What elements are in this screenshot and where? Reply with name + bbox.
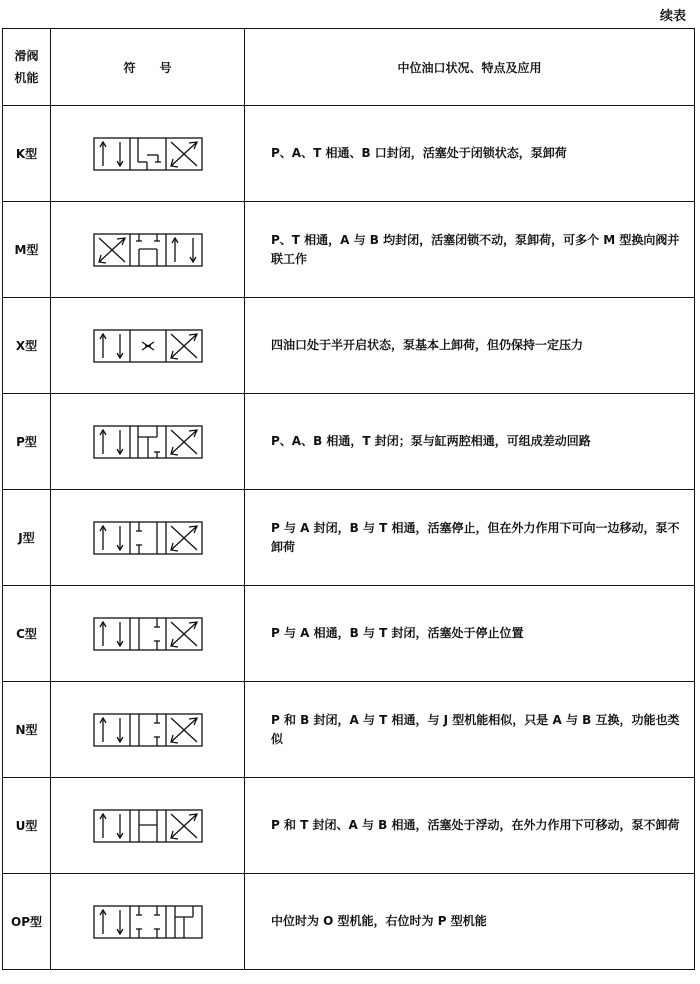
valve-symbol-cell: [51, 490, 245, 586]
valve-symbol-m: [93, 233, 203, 267]
valve-symbol-cell: [51, 778, 245, 874]
valve-symbol-x: [93, 329, 203, 363]
table-row: [3, 682, 695, 778]
valve-symbol-cell: [51, 394, 245, 490]
row-description: P、T 相通，A 与 B 均封闭，活塞闭锁不动，泵卸荷，可多个 M 型换向阀并联工作: [245, 202, 695, 298]
row-type-label: M型: [3, 202, 51, 298]
header-description: 中位油口状况、特点及应用: [245, 29, 695, 106]
table-row: [3, 298, 695, 394]
table-row: [3, 106, 695, 202]
row-type-label: OP型: [3, 874, 51, 970]
row-type-label: J型: [3, 490, 51, 586]
row-description: 四油口处于半开启状态，泵基本上卸荷，但仍保持一定压力: [245, 298, 695, 394]
valve-symbol-op: [93, 905, 203, 939]
valve-symbol-p: [93, 425, 203, 459]
spool-function-table: [2, 28, 695, 970]
table-row: [3, 586, 695, 682]
row-description: P、A、B 相通，T 封闭；泵与缸两腔相通，可组成差动回路: [245, 394, 695, 490]
valve-symbol-c: [93, 617, 203, 651]
row-description: 中位时为 O 型机能，右位时为 P 型机能: [245, 874, 695, 970]
table-row: [3, 874, 695, 970]
row-type-label: U型: [3, 778, 51, 874]
table-row: [3, 778, 695, 874]
valve-symbol-u: [93, 809, 203, 843]
row-type-label: X型: [3, 298, 51, 394]
valve-symbol-cell: [51, 106, 245, 202]
row-description: P 和 B 封闭，A 与 T 相通，与 J 型机能相似，只是 A 与 B 互换，功能也类似: [245, 682, 695, 778]
table-row: [3, 202, 695, 298]
row-type-label: N型: [3, 682, 51, 778]
valve-symbol-cell: [51, 874, 245, 970]
row-description: P 与 A 相通，B 与 T 封闭，活塞处于停止位置: [245, 586, 695, 682]
row-description: P 和 T 封闭、A 与 B 相通，活塞处于浮动，在外力作用下可移动，泵不卸荷: [245, 778, 695, 874]
row-type-label: K型: [3, 106, 51, 202]
valve-symbol-n: [93, 713, 203, 747]
valve-symbol-k: [93, 137, 203, 171]
table-row: [3, 490, 695, 586]
table-header-row: [3, 29, 695, 106]
continuation-label: 续表: [659, 9, 686, 24]
header-spool-function-text: 滑阀机能: [14, 49, 39, 85]
valve-symbol-j: [93, 521, 203, 555]
valve-symbol-cell: [51, 586, 245, 682]
row-description: P 与 A 封闭，B 与 T 相通，活塞停止，但在外力作用下可向一边移动，泵不卸荷: [245, 490, 695, 586]
row-type-label: C型: [3, 586, 51, 682]
table-row: [3, 394, 695, 490]
valve-symbol-cell: [51, 298, 245, 394]
valve-symbol-cell: [51, 682, 245, 778]
valve-symbol-cell: [51, 202, 245, 298]
row-type-label: P型: [3, 394, 51, 490]
row-description: P、A、T 相通、B 口封闭，活塞处于闭锁状态，泵卸荷: [245, 106, 695, 202]
header-symbol: 符 号: [51, 29, 245, 106]
header-spool-function: [3, 29, 51, 106]
